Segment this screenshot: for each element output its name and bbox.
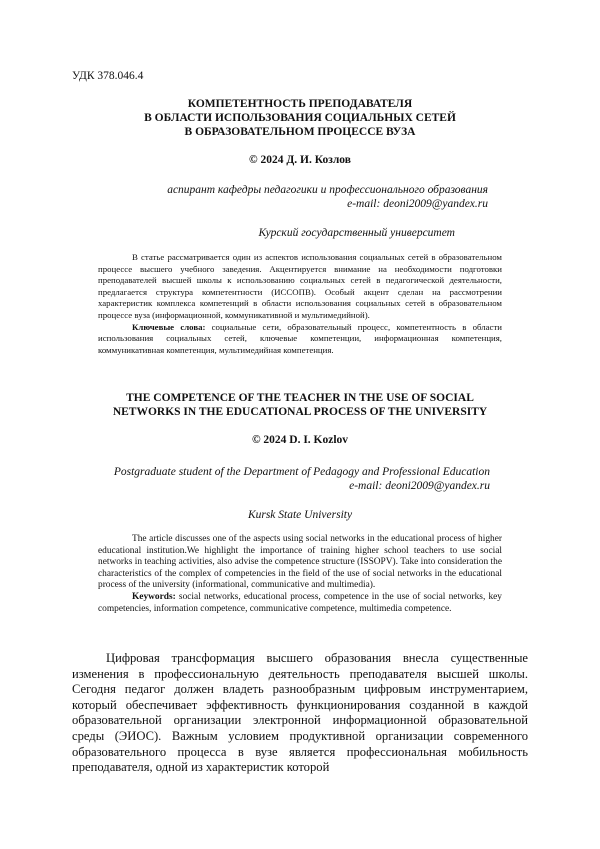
ru-author: © 2024 Д. И. Козлов <box>249 154 351 166</box>
en-title-line: THE COMPETENCE OF THE TEACHER IN THE USE OF SOCIAL <box>126 392 474 404</box>
en-keywords-label: Keywords: <box>132 591 176 602</box>
en-email: e-mail: deoni2009@yandex.ru <box>349 480 490 492</box>
en-author: © 2024 D. I. Kozlov <box>251 434 349 446</box>
en-affiliation <box>114 465 490 493</box>
ru-position: аспирант кафедры педагогики и профессионального образования <box>167 184 488 196</box>
udk-code: УДК 378.046.4 <box>72 70 144 82</box>
en-title <box>60 391 540 419</box>
main-body <box>72 651 528 776</box>
ru-email: e-mail: deoni2009@yandex.ru <box>347 198 488 210</box>
en-university: Kursk State University <box>247 509 353 521</box>
ru-keywords-text: социальные сети, образовательный процесс, компетентность в области использования социальных сетей, ключевые компетенции, информационная компетенция, коммуникативная компетенция, мультимедийная компетенция. <box>98 321 503 355</box>
en-position: Postgraduate student of the Department of Pedagogy and Professional Education <box>113 466 490 478</box>
ru-keywords <box>98 322 502 357</box>
en-abstract <box>98 534 502 615</box>
ru-title-line: В ОБРАЗОВАТЕЛЬНОМ ПРОЦЕССЕ ВУЗА <box>184 126 416 138</box>
ru-title-line: КОМПЕТЕНТНОСТЬ ПРЕПОДАВАТЕЛЯ <box>187 98 413 110</box>
ru-abstract <box>98 252 502 356</box>
body-paragraph: Цифровая трансформация высшего образования внесла существенные изменения в профессиональную деятельность преподавателя высшей школы. Сегодня педагог должен владеть разнообразным цифровым инструментарием, который обеспечивает эффективность функционирования созданной в каждой образовательной организации электронной информационной образовательной среды (ЭИОС). Важным условием продуктивной организации современного образовательного процесса в вузе является профессиональная мобильность преподавателя, одной из характеристик которой <box>72 651 528 775</box>
ru-title <box>60 97 540 139</box>
ru-title-line: В ОБЛАСТИ ИСПОЛЬЗОВАНИЯ СОЦИАЛЬНЫХ СЕТЕЙ <box>144 112 456 124</box>
en-abstract-text: The article discusses one of the aspects using social networks in the educational process of higher educational institution.We highlight the importance of training higher school teachers to use social networks in teaching activities, also advise the competence structure (ISSOPV). Take into consideration the characteristics of the complex of competencies in the field of the use of social networks in the educational process of the university (informational, communicative and multimedia). <box>98 534 502 591</box>
ru-abstract-text: В статье рассматривается один из аспектов использования социальных сетей в образовательном процессе высшего учебного заведения. Акцентируется внимание на необходимости подготовки преподавателей высшей школы к использованию социальных сетей в педагогической деятельности, предлагается структура компетентности (ИССОПВ). Особый акцент сделан на рассмотрении характеристик комплекса компетенций в области использования социальных сетей в образовательном процессе вуза (информационной, коммуникативной и мультимедийной). <box>98 252 502 320</box>
ru-university: Курский государственный университет <box>258 227 455 239</box>
ru-affiliation <box>167 183 488 211</box>
en-keywords <box>98 592 502 615</box>
en-keywords-text: social networks, educational process, competence in the use of social networks, key competencies, information competence, communicative competence, multimedia competence. <box>98 591 502 614</box>
ru-keywords-label: Ключевые слова: <box>132 321 206 332</box>
en-title-line: NETWORKS IN THE EDUCATIONAL PROCESS OF THE UNIVERSITY <box>112 406 488 418</box>
